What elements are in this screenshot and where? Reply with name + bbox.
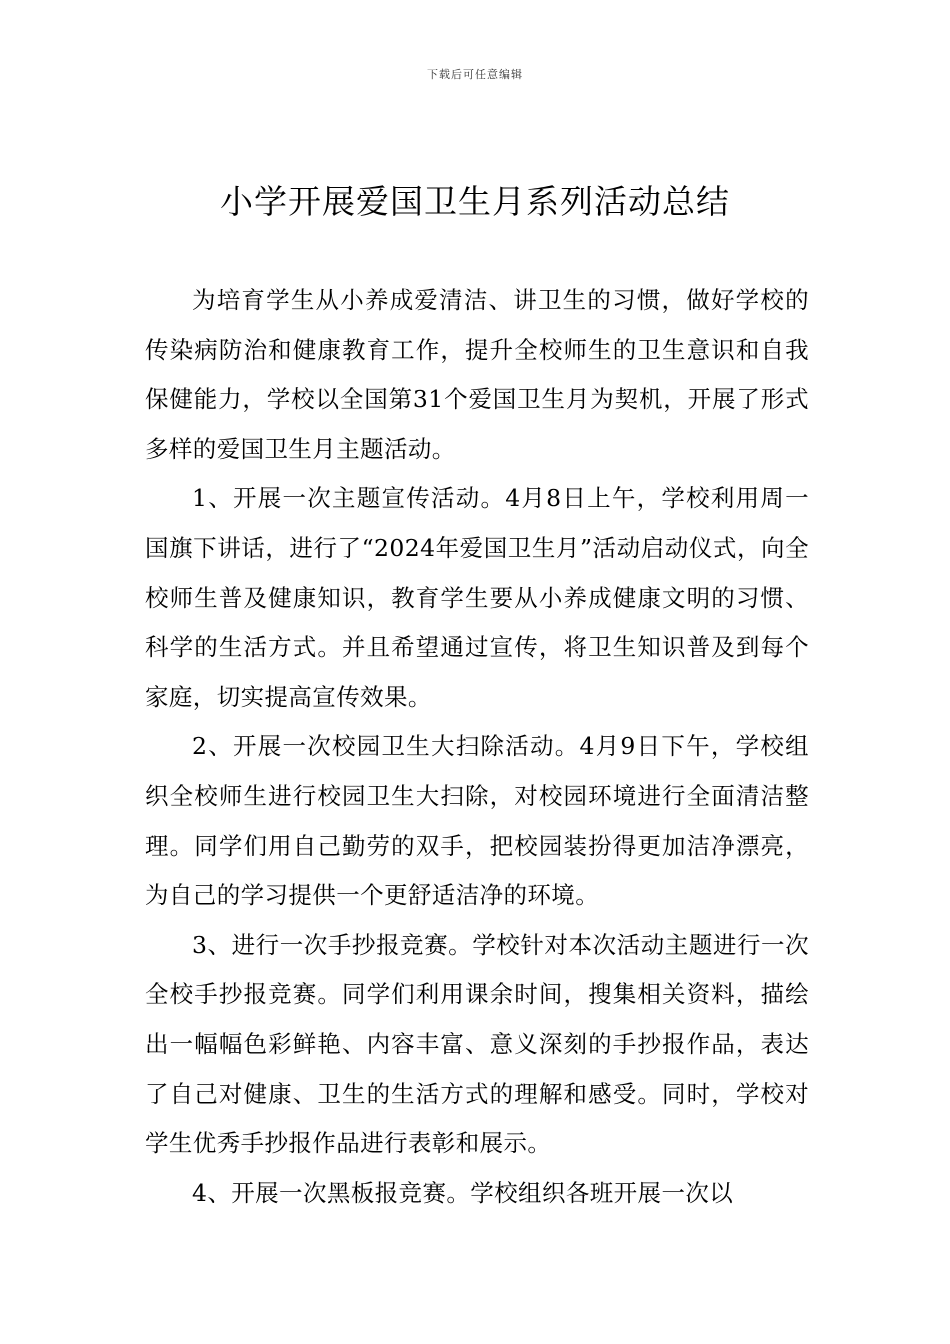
paragraph-item-1: 1、开展一次主题宣传活动。4月8日上午，学校利用周一国旗下讲话，进行了“2024年爱国卫生月”活动启动仪式，向全校师生普及健康知识，教育学生要从小养成健康文明的习惯、科学的生活方式。并且希望通过宣传，将卫生知识普及到每个家庭，切实提高宣传效果。: [145, 484, 809, 711]
document-body: [145, 276, 809, 1218]
header-note: 下载后可任意编辑: [427, 68, 523, 81]
paragraph-intro: 为培育学生从小养成爱清洁、讲卫生的习惯，做好学校的传染病防治和健康教育工作，提升全校师生的卫生意识和自我保健能力，学校以全国第31个爱国卫生月为契机，开展了形式多样的爱国卫生月主题活动。: [145, 286, 809, 463]
paragraph-item-4: 4、开展一次黑板报竞赛。学校组织各班开展一次以: [192, 1178, 734, 1207]
paragraph-item-2: 2、开展一次校园卫生大扫除活动。4月9日下午，学校组织全校师生进行校园卫生大扫除，对校园环境进行全面清洁整理。同学们用自己勤劳的双手，把校园装扮得更加洁净漂亮，为自己的学习提供一个更舒适洁净的环境。: [145, 732, 809, 910]
document-title: 小学开展爱国卫生月系列活动总结: [220, 182, 730, 221]
paragraph-item-3: 3、进行一次手抄报竞赛。学校针对本次活动主题进行一次全校手抄报竞赛。同学们利用课余时间，搜集相关资料，描绘出一幅幅色彩鲜艳、内容丰富、意义深刻的手抄报作品，表达了自己对健康、卫生的生活方式的理解和感受。同时，学校对学生优秀手抄报作品进行表彰和展示。: [145, 930, 809, 1158]
